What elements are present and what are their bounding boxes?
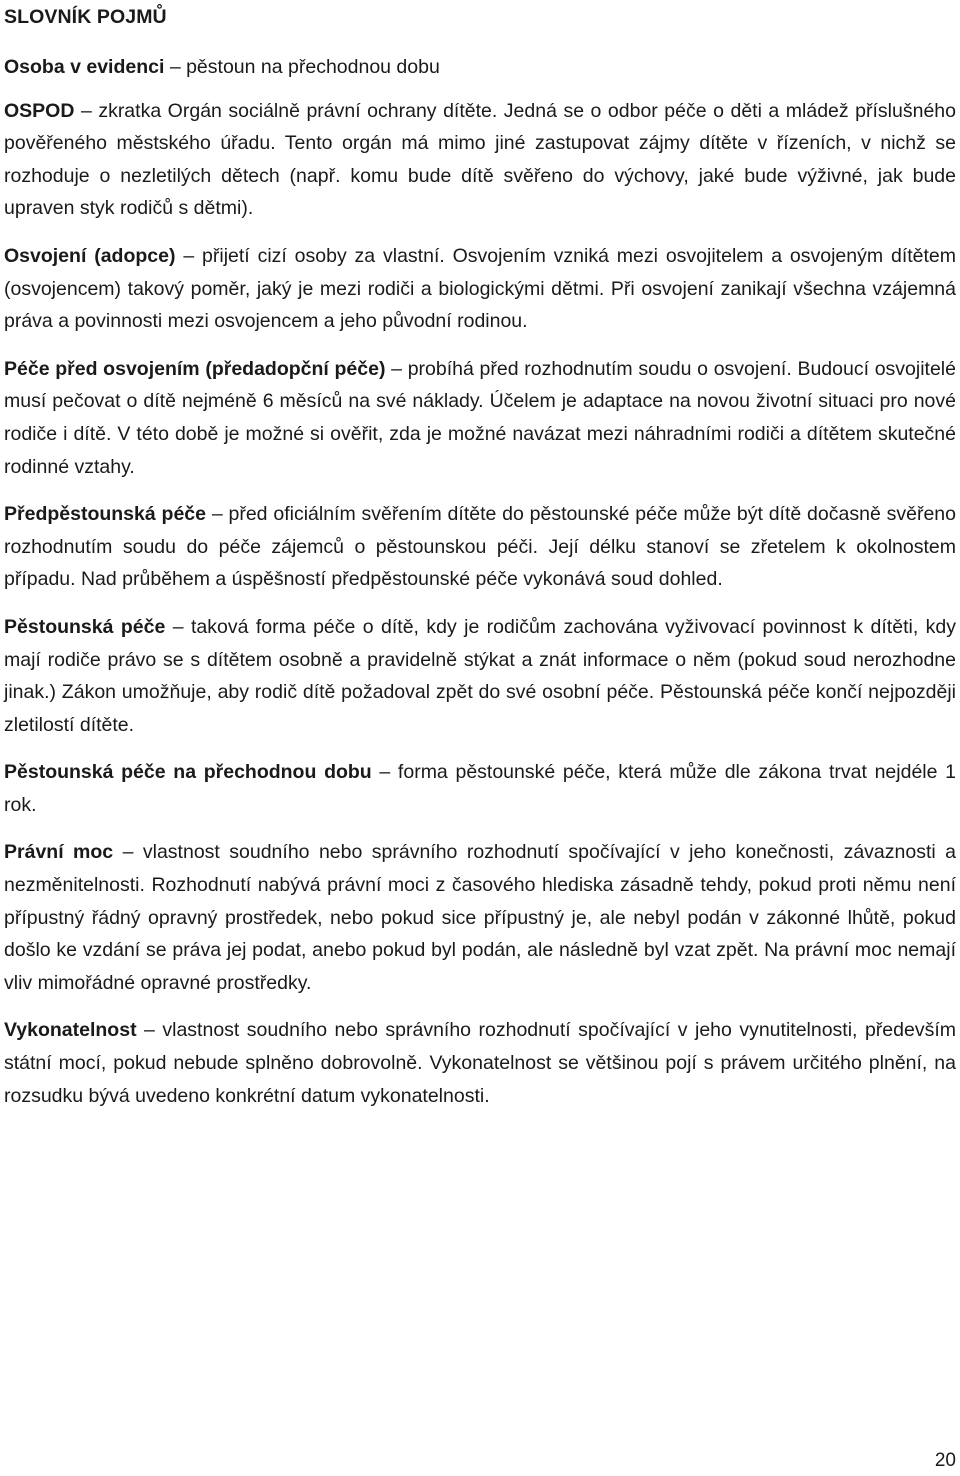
glossary-term: Předpěstounská péče	[4, 503, 206, 526]
glossary-definition: – probíhá před rozhodnutím soudu o osvojení. Budoucí osvojitelé musí pečovat o dítě nejméně 6 měsíců na své náklady. Účelem je adaptace na novou životní situaci pro nové rodiče i dítě. V této době je možné si ověřit, zda je možné navázat mezi náhradními rodiči a dítětem skutečné rodinné vztahy.	[4, 357, 956, 478]
glossary-definition: – forma pěstounské péče, která může dle zákona trvat nejdéle 1 rok.	[4, 761, 956, 816]
glossary-entry-pravni-moc	[4, 836, 956, 999]
glossary-entry-ospod	[4, 95, 956, 225]
glossary-term: Právní moc	[4, 841, 114, 864]
glossary-entry-pestounska-pece-na-prechodnou-dobu	[4, 756, 956, 821]
glossary-entry-osoba-v-evidenci	[4, 51, 956, 84]
glossary-entry-pestounska-pece	[4, 611, 956, 741]
page-number: 20	[934, 1450, 956, 1471]
glossary-term: Pěstounská péče	[4, 615, 166, 638]
glossary-term: Osvojení (adopce)	[4, 244, 176, 267]
glossary-entry-pece-pred-osvojenim	[4, 353, 956, 483]
glossary-entry-vykonatelnost	[4, 1014, 956, 1112]
glossary-term: Péče před osvojením (předadopční péče)	[4, 357, 386, 380]
page-title: SLOVNÍK POJMŮ	[4, 6, 167, 28]
glossary-definition: – vlastnost soudního nebo správního rozhodnutí spočívající v jeho vynutitelnosti, především státní mocí, pokud nebude splněno dobrovolně. Vykonatelnost se většinou pojí s právem určitého plnění, na rozsudku bývá uvedeno konkrétní datum vykonatelnosti.	[4, 1019, 956, 1107]
document-page	[4, 0, 956, 1112]
glossary-definition: – vlastnost soudního nebo správního rozhodnutí spočívající v jeho konečnosti, závaznosti a nezměnitelnosti. Rozhodnutí nabývá právní moci z časového hlediska zásadně tehdy, pokud proti němu není přípustný řádný opravný prostředek, nebo pokud sice přípustný je, ale nebyl podán v zákonné lhůtě, pokud došlo ke vzdání se práva jej podat, anebo pokud byl podán, ale následně byl vzat zpět. Na právní moc nemají vliv mimořádné opravné prostředky.	[4, 841, 956, 994]
glossary-term: Osoba v evidenci	[4, 56, 165, 78]
glossary-definition: – před oficiálním svěřením dítěte do pěstounské péče může být dítě dočasně svěřeno rozhodnutím soudu do péče zájemců o pěstounskou péči. Její délku stanoví se zřetelem k okolnostem případu. Nad průběhem a úspěšností předpěstounské péče vykonává soud dohled.	[4, 503, 956, 591]
glossary-entry-osvojeni	[4, 240, 956, 338]
glossary-term: OSPOD	[4, 99, 75, 122]
glossary-definition: – taková forma péče o dítě, kdy je rodičům zachována vyživovací povinnost k dítěti, kdy mají rodiče právo se s dítětem osobně a pravidelně stýkat a znát informace o něm (pokud soud nerozhodne jinak.) Zákon umožňuje, aby rodič dítě požadoval zpět do své osobní péče. Pěstounská péče končí nejpozději zletilostí dítěte.	[4, 615, 956, 736]
glossary-entry-predpestounska-pece	[4, 498, 956, 596]
glossary-term: Pěstounská péče na přechodnou dobu	[4, 761, 372, 784]
glossary-definition: – přijetí cizí osoby za vlastní. Osvojením vzniká mezi osvojitelem a osvojeným dítětem (osvojencem) takový poměr, jaký je mezi rodiči a biologickými dětmi. Při osvojení zanikají všechna vzájemná práva a povinnosti mezi osvojencem a jeho původní rodinou.	[4, 244, 957, 333]
glossary-term: Vykonatelnost	[4, 1019, 137, 1042]
glossary-definition: – pěstoun na přechodnou dobu	[164, 56, 440, 78]
glossary-definition: – zkratka Orgán sociálně právní ochrany dítěte. Jedná se o odbor péče o děti a mládež příslušného pověřeného městského úřadu. Tento orgán má mimo jiné zastupovat zájmy dítěte v řízeních, v nichž se rozhoduje o nezletilých dětech (např. komu bude dítě svěřeno do výchovy, jaké bude výživné, jak bude upraven styk rodičů s dětmi).	[4, 99, 956, 220]
